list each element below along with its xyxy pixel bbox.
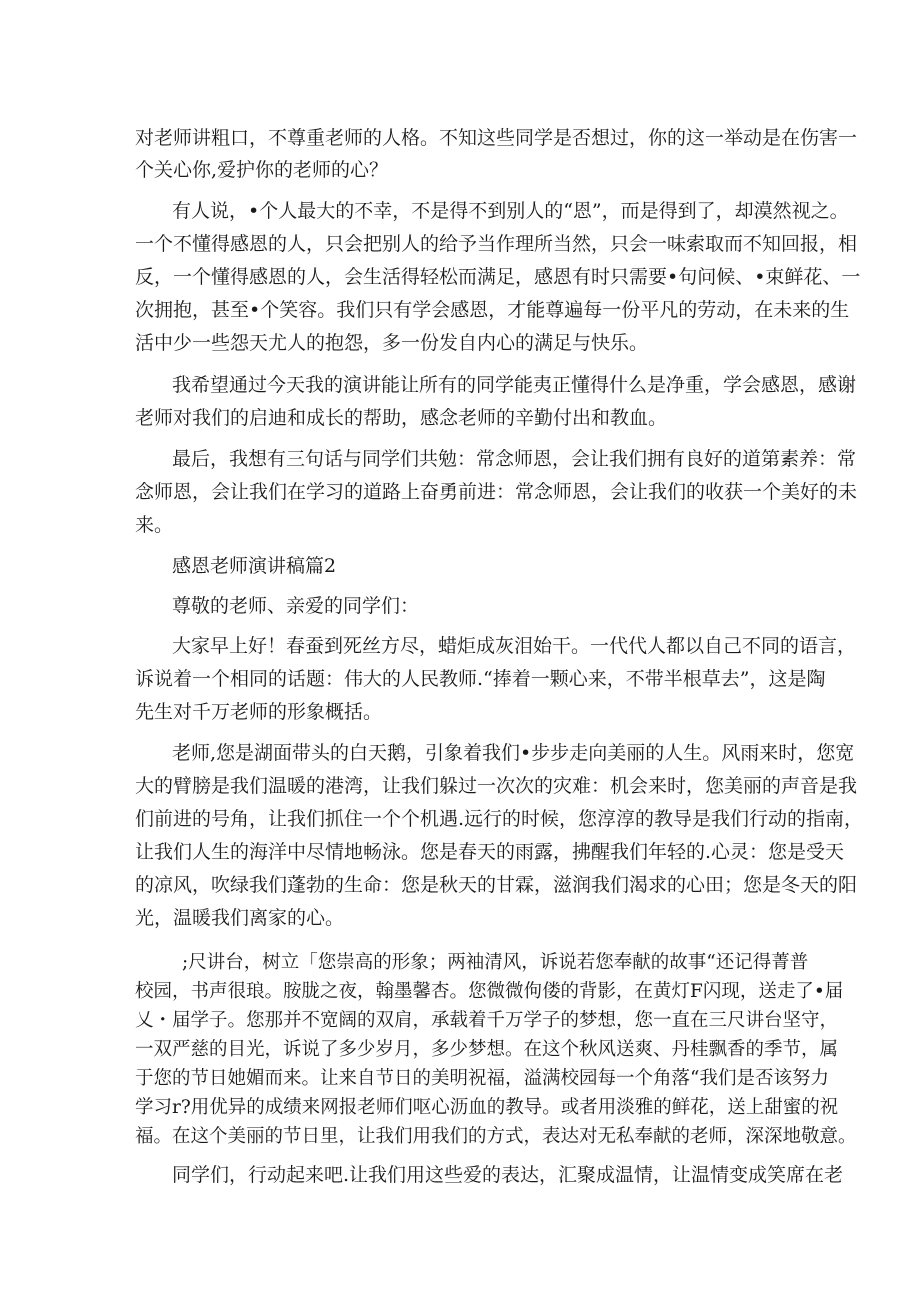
text-line: 我希望通过今天我的演讲能让所有的同学能夷正懂得什么是净重，学会感恩，感谢 xyxy=(172,374,857,396)
text-line: 老师,您是湖面带头的白天鹅，引象着我们•步步走向美丽的人生。风雨来时，您宽 xyxy=(172,742,855,764)
text-line: 光，温暖我们离家的心。 xyxy=(135,907,345,929)
text-line: 诉说着一个相同的话题：伟大的人民教师.“捧着一颗心来，不带半根草去”，这是陶 xyxy=(135,668,826,690)
text-line: 乂・届学子。您那并不宽阔的双肩，承载着千万学子的梦想，您一直在三尺讲台坚守， xyxy=(135,1010,839,1031)
text-line: 大的臂膀是我们温暖的港湾，让我们躲过一次次的灾难：机会来时，您美丽的声音是我 xyxy=(135,775,858,797)
text-line: 对老师讲粗口，不尊重老师的人格。不知这些同学是否想过，你的这一举动是在伤害一 xyxy=(135,127,858,149)
section-heading: 感恩老师演讲稿篇2 xyxy=(172,555,337,577)
text-line: 们前进的号角，让我们抓住一个个机遇.远行的时候，您淳淳的教导是我们行动的指南， xyxy=(135,808,864,830)
text-line: 念师恩，会让我们在学习的道路上奋勇前进：常念师恩，会让我们的收获一个美好的未 xyxy=(135,481,858,503)
text-line: ;尺讲台，树立「您崇高的形象；两袖清风，诉说若您奉献的故事“还记得菁普 xyxy=(182,952,809,973)
text-line: 有人说，•个人最大的不幸，不是得不到别人的“恩”，而是得到了，却漠然视之。 xyxy=(172,200,849,222)
text-line: 的凉风，吹绿我们蓬勃的生命：您是秋天的甘霖，滋润我们渴求的心田；您是冬天的阳 xyxy=(135,874,858,896)
text-line: 一双严慈的目光，诉说了多少岁月，多少梦想。在这个秋风送爽、丹桂飘香的季节，属 xyxy=(135,1039,839,1060)
text-line: 一个不懂得感恩的人，只会把别人的给予当作理所当然，只会一味索取而不知回报，相 xyxy=(135,233,858,255)
text-line: 学习r?用优异的成绩来网报老师们呕心沥血的教导。或者用淡雅的鲜花，送上甜蜜的祝 xyxy=(135,1097,839,1118)
text-line: 老师对我们的启迪和成长的帮助，感念老师的辛勤付出和教血。 xyxy=(135,407,668,429)
text-line: 个关心你,爱护你的老师的心？ xyxy=(135,159,389,181)
text-line: 活中少一些怨天尤人的抱怨，多一份发自内心的满足与快乐。 xyxy=(135,332,649,354)
text-line: 反，一个懂得感恩的人，会生活得轻松而满足，感恩有时只需要•句问候、•束鲜花、一 xyxy=(135,266,861,288)
text-line: 福。在这个美丽的节日里，让我们用我们的方式，表达对无私奉献的老师，深深地敬意。 xyxy=(135,1126,857,1147)
text-line: 先生对千万老师的形象概括。 xyxy=(135,701,383,723)
text-line: 校园，书声很琅。胺胧之夜，翰墨馨杏。您微微佝偻的背影，在黄灯F闪现，送走了•届 xyxy=(135,981,844,1002)
text-line: 大家早上好！春蚕到死丝方尽，蜡炬成灰泪始干。一代代人都以自己不同的语言， xyxy=(172,635,857,657)
text-line: 最后，我想有三句话与同学们共勉：常念师恩，会让我们拥有良好的道第素养：常 xyxy=(172,448,857,470)
text-line: 同学们，行动起来吧.让我们用这些爱的表达，汇聚成温情，让温情变成笑席在老 xyxy=(172,1164,844,1186)
text-line: 于您的节日她媚而来。让来自节日的美明祝福，溢满校园每一个角落“我们是否该努力 xyxy=(135,1068,829,1089)
text-line: 次拥抱，甚至•个笑容。我们只有学会感恩，才能尊遍每一份平凡的劳动，在未来的生 xyxy=(135,299,850,321)
text-line: 来。 xyxy=(135,514,174,536)
salutation: 尊敬的老师、亲爱的同学们： xyxy=(172,595,420,617)
text-line: 让我们人生的海洋中尽情地畅泳。您是春天的雨露，拂醒我们年轻的.心灵：您是受天 xyxy=(135,841,845,863)
